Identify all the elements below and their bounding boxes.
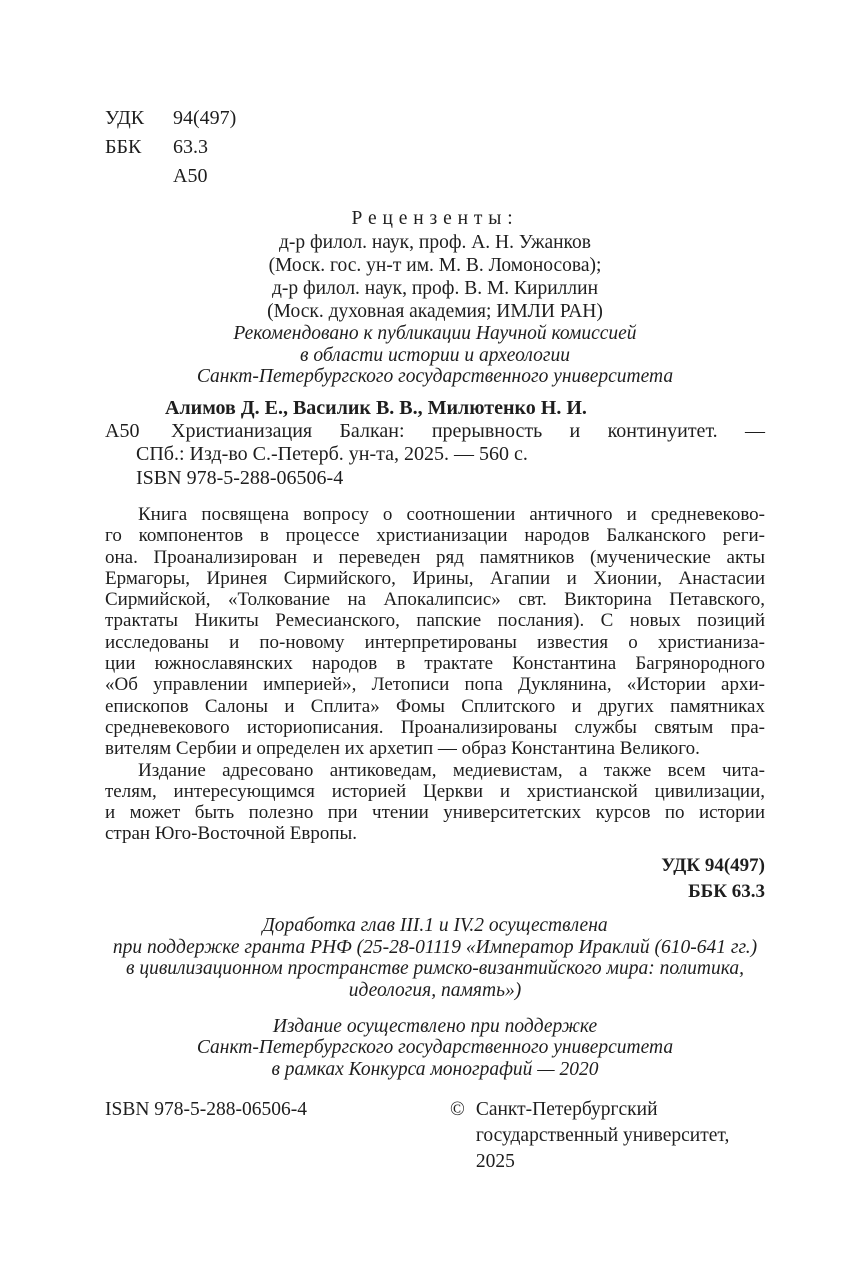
annotation-line: Издание адресовано антиковедам, медиевистам, а также всем чита- (138, 759, 765, 781)
bbk-footer-value: ББК 63.3 (688, 880, 765, 902)
bib-isbn-line: ISBN 978-5-288-06506-4 (136, 466, 344, 489)
text-block (0, 104, 857, 1173)
annotation-line: Книга посвящена вопросу о соотношении античного и средневеково- (138, 504, 765, 525)
support-note-line: в рамках Конкурса монографий — 2020 (271, 1058, 599, 1080)
grant-note-line: в цивилизационном пространстве римско-византийского мира: политика, (126, 958, 744, 980)
bbk-value: 63.3 (173, 136, 208, 158)
copyright-symbol: © (450, 1099, 465, 1121)
annotation-line: Ермагоры, Иринея Сирмийского, Ирины, Агапии и Хионии, Анастасии (105, 567, 765, 589)
annotation-line: Сирмийской, «Толкование на Апокалипсис» свт. Викторина Петавского, (105, 589, 765, 611)
author-sign-margin: А50 (105, 419, 140, 442)
annotation-line: трактаты Никиты Ремесианского, папские послания). С новых позиций (105, 610, 765, 632)
copyright-line: государственный университет, 2025 (475, 1125, 730, 1173)
reviewer-line: д-р филол. наук, проф. А. Н. Ужанков (279, 232, 591, 253)
bbk-label: ББК (105, 136, 142, 158)
annotation-line: средневекового историописания. Проанализированы службы святым пра- (105, 716, 765, 738)
author-sign-row (105, 162, 765, 191)
reviewer-affiliation: (Моск. гос. ун-т им. М. В. Ломоносова); (268, 255, 602, 276)
recommendation-line: Рекомендовано к публикации Научной комиссией (233, 323, 637, 344)
annotation-line: го компонентов в процессе христианизации народов Балканского реги- (105, 525, 765, 547)
udk-value: 94(497) (173, 107, 237, 129)
catalog-card (105, 396, 765, 491)
reviewer-line: д-р филол. наук, проф. В. М. Кириллин (271, 278, 598, 299)
udk-label: УДК (105, 107, 145, 129)
annotation-line: исследованы и по-новому интерпретированы известия о христианиза- (105, 631, 765, 653)
isbn-footer: ISBN 978-5-288-06506-4 (105, 1099, 308, 1121)
annotation-line: телям, интересующимся историей Церкви и христианской цивилизации, (105, 780, 765, 802)
authors-line: Алимов Д. Е., Василик В. В., Милютенко Н. И. (165, 396, 587, 419)
bib-publisher-line: СПб.: Изд-во С.-Петерб. ун-та, 2025. — 560 с. (136, 443, 528, 465)
annotation-line: она. Проанализирован и переведен ряд памятников (мученические акты (105, 546, 765, 568)
annotation-line: ции южнославянских народов в трактате Константина Багрянородного (105, 653, 765, 675)
copyright-line: Санкт-Петербургский (475, 1099, 658, 1121)
support-note (105, 1016, 765, 1081)
recommendation-line: Санкт-Петербургского государственного университета (196, 366, 674, 387)
copyright-holder (476, 1097, 765, 1175)
annotation-line: вителям Сербии и определен их архетип — образ Константина Великого. (105, 738, 700, 760)
annotation-line: «Об управлении империей», Летописи попа Дуклянина, «Истории архи- (105, 674, 765, 696)
bbk-row (105, 133, 765, 162)
udk-footer-value: УДК 94(497) (661, 854, 765, 876)
recommendation-line: в области истории и археологии (299, 344, 571, 366)
annotation-block (105, 504, 765, 845)
support-note-line: Издание осуществлено при поддержке (272, 1015, 598, 1037)
udk-row (105, 104, 765, 133)
copyright-block (450, 1097, 765, 1175)
annotation-line: и может быть полезно при чтении университетских курсов по истории (105, 802, 765, 824)
grant-note (105, 915, 765, 1002)
reviewers-block (105, 207, 765, 323)
grant-note-line: Доработка глав III.1 и IV.2 осуществлена (262, 914, 608, 936)
author-sign: А50 (173, 165, 208, 187)
classification-block (105, 104, 765, 191)
grant-note-line: при поддержке гранта РНФ (25-28-01119 «Император Ираклий (610-641 гг.) (112, 936, 758, 958)
annotation-line: стран Юго-Восточной Европы. (105, 823, 358, 845)
support-note-line: Санкт-Петербургского государственного университета (196, 1037, 674, 1059)
annotation-line: епископов Салоны и Сплита» Фомы Сплитского и других памятниках (105, 695, 765, 717)
bib-title-line: Христианизация Балкан: прерывность и континуитет. — (171, 419, 765, 442)
reviewer-affiliation: (Моск. духовная академия; ИМЛИ РАН) (267, 301, 603, 322)
footer-block (105, 1097, 765, 1173)
classification-footer (105, 853, 765, 905)
recommendation-note (105, 323, 765, 388)
grant-note-line: идеология, память») (348, 980, 522, 1002)
reviewers-heading: Рецензенты: (351, 208, 519, 229)
